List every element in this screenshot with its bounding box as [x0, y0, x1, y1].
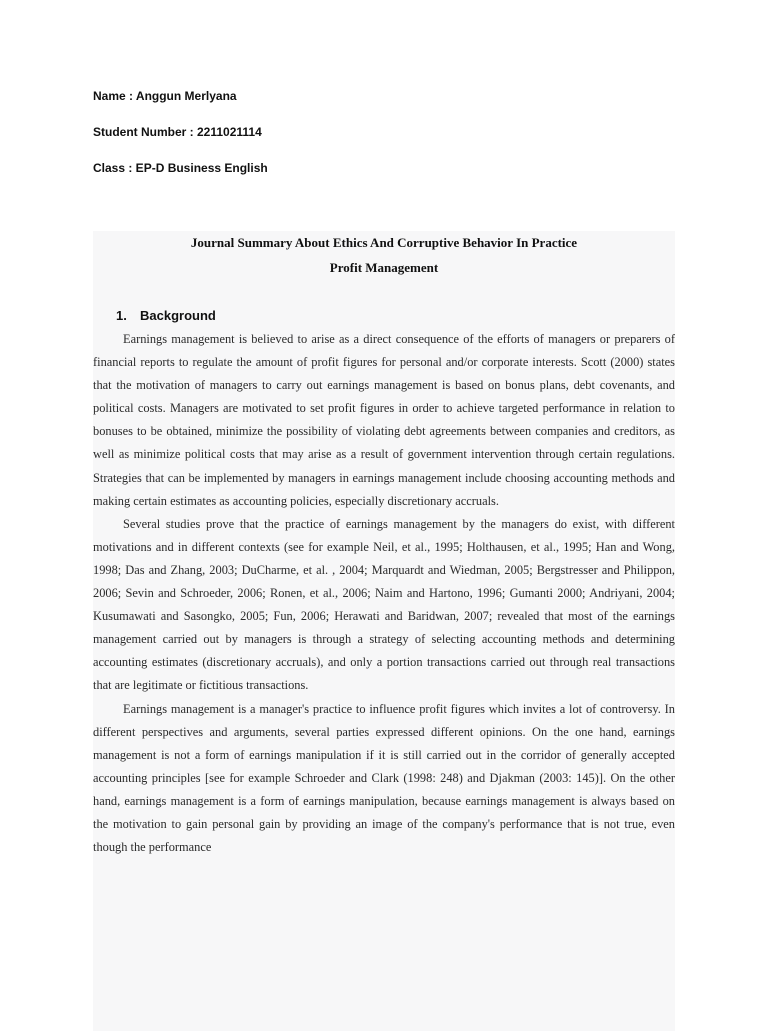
section-heading — [116, 307, 216, 325]
paragraph: Earnings management is believed to arise as a direct consequence of the efforts of managers or preparers of financial reports to regulate the amount of profit figures for personal and/or corporate interests. Scott (2000) states that the motivation of managers to carry out earnings management is based on bonus plans, debt covenants, and political costs. Managers are motivated to set profit figures in order to achieve targeted performance in relation to bonuses to be obtained, minimize the possibility of violating debt agreements between companies and creditors, as well as minimize political costs that may arise as a result of government intervention through certain regulations. Strategies that can be implemented by managers in earnings management include choosing accounting methods and making certain estimates as accounting policies, especially discretionary accruals. — [93, 332, 675, 508]
body-text — [93, 328, 675, 859]
document-title: Journal Summary About Ethics And Corruptive Behavior In Practice — [190, 235, 578, 250]
section-title: Background — [140, 308, 216, 323]
student-number: Student Number : 2211021114 — [93, 125, 262, 139]
document-subtitle: Profit Management — [329, 260, 439, 275]
paragraph: Earnings management is a manager's practice to influence profit figures which invites a lot of controversy. In different perspectives and arguments, several parties expressed different opinions. On the one hand, earnings management is not a form of earnings manipulation if it is still carried out in the corridor of generally accepted accounting principles [see for example Schroeder and Clark (1998: 248) and Djakman (2003: 145)]. On the other hand, earnings management is a form of earnings manipulation, because earnings management is always based on the motivation to gain personal gain by providing an image of the company's performance that is not true, even though the performance — [93, 701, 675, 855]
paragraph: Several studies prove that the practice of earnings management by the managers do exist, with different motivations and in different contexts (see for example Neil, et al., 1995; Holthausen, et al., 1995; Han and Wong, 1998; Das and Zhang, 2003; DuCharme, et al. , 2004; Marquardt and Wiedman, 2005; Bergstresser and Philippon, 2006; Sevin and Schroeder, 2006; Ronen, et al., 2006; Naim and Hartono, 1996; Gumanti 2000; Andriyani, 2004; Kusumawati and Sasongko, 2005; Fun, 2006; Herawati and Baridwan, 2007; revealed that most of the earnings management carried out by managers is through a strategy of selecting accounting methods and determining accounting estimates (discretionary accruals), and only a portion transactions carried out through real transactions that are legitimate or fictitious transactions. — [93, 516, 675, 693]
section-number: 1. — [116, 308, 127, 323]
student-name: Name : Anggun Merlyana — [93, 89, 237, 103]
student-class: Class : EP-D Business English — [93, 161, 268, 175]
